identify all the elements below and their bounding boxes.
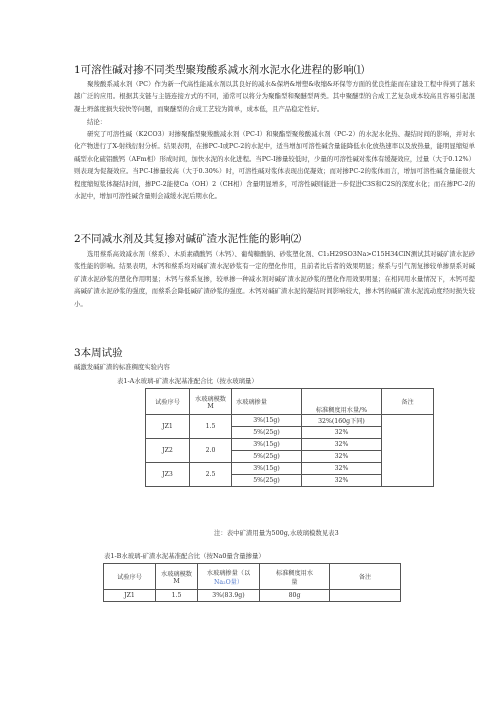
- table2-header-dosage: 水玻璃掺量（以 Na₂O量）: [198, 564, 260, 590]
- table1: [145, 388, 434, 487]
- table1-cell-remark: [382, 415, 434, 487]
- table2: [103, 563, 401, 602]
- table1-cell-water: 32%: [302, 475, 382, 487]
- table2-cell-dosage: 3%(83.9g): [198, 590, 260, 602]
- table2-header-trial: 试验序号: [104, 564, 156, 590]
- section1-conclusion-label: 结论：: [87, 118, 107, 126]
- table2-header-remark: 备注: [330, 564, 401, 590]
- table-row: [104, 590, 401, 602]
- table2-cell-modulus: 1.5: [156, 590, 198, 602]
- section1-heading: 1可溶性碱对掺不同类型聚羧酸系减水剂水泥水化进程的影响⑴: [74, 64, 365, 76]
- table1-header-dosage: 水玻璃掺量: [232, 389, 302, 415]
- section3-heading: 3本周试验: [74, 347, 123, 359]
- table-row: [146, 415, 434, 427]
- section3-intro: 碱激发碱矿渣的标准稠度实验内容: [74, 363, 170, 371]
- table2-caption: 表1-B水玻璃-矿渣水泥基准配合比（按Na0量含量掺量）: [104, 552, 265, 560]
- table1-cell-dosage: 3%(15g): [232, 439, 302, 451]
- table1-cell-trial: JZ2: [146, 439, 190, 463]
- table1-cell-dosage: 5%(25g): [232, 451, 302, 463]
- table1-cell-water: 32%(160g下同): [302, 415, 382, 427]
- table1-cell-water: 32%: [302, 451, 382, 463]
- table1-cell-dosage: 5%(25g): [232, 427, 302, 439]
- table1-cell-modulus: 2.5: [190, 463, 232, 487]
- table1-cell-water: 32%: [302, 427, 382, 439]
- table1-header-water: 标准稠度用水量/%: [302, 389, 382, 415]
- table1-cell-modulus: 1.5: [190, 415, 232, 439]
- table1-cell-trial: JZ3: [146, 463, 190, 487]
- table1-header-remark: 备注: [382, 389, 434, 415]
- table1-header-row: [146, 389, 434, 415]
- table1-header-modulus: 水玻璃模数 M: [190, 389, 232, 415]
- table1-cell-water: 32%: [302, 439, 382, 451]
- table1-caption: 表1-A水玻璃-矿渣水泥基准配合比（按水玻璃量）: [117, 377, 258, 385]
- section1-para3: 研究了可溶性碱（K2CO3）对掺聚酯型聚羧酸减水剂（PC-I）和聚酯型聚羧酸减水剂（PC-2）的水泥水化热、凝结时间的影响，并对水化产物进行了X-射线衍射分析。结果表明，在掺PC-I或PC-2的水泥中，适当增加可溶性碱含量能降低水化放热速率以及放热量，能明显缩短单碱型水化硫铝酸钙（AFm相）形成时间，加快水泥的水化进程。当PC-I掺量较低时，少量的可溶性碱对浆体有缓凝效应，过量（大于0.12%）则表现为促凝效应。当PC-I掺量较高（大于0.30%）时，可溶性碱对浆体表现出促凝效；而对掺PC-2的浆体而言，增加可溶性碱含量能很大程度缩短浆体凝结时间，掺PC-2能使Ca（OH）2（CH相）含量明显增多，可溶性碱则能进一步促进C3S和C2S的深度水化；而在掺PC-2的水泥中，增加可溶性碱含量则会减缓水泥后期水化。: [74, 130, 475, 201]
- table1-cell-dosage: 5%(25g): [232, 475, 302, 487]
- table1-cell-water: 32%: [302, 463, 382, 475]
- table1-header-trial: 试验序号: [146, 389, 190, 415]
- table2-header-water: 标准稠度用水 量: [260, 564, 330, 590]
- table1-cell-dosage: 3%(15g): [232, 415, 302, 427]
- section2-para1: 选用蔡系高效减水剂（蔡系）、木质素磺酸钙（木钙）、葡萄糖酸钠、砂浆塑化剂、C1₂H29SO3Na>C15H34ClN测试其对碱矿渣水泥砂浆性能的影响。结果表明，木钙和蔡系均对碱矿渣水泥砂浆有一定的塑化作用，且前者比后者的效果明显；蔡系与引气剂复掺较单掺票系对碱矿渣水泥砂浆的塑化作用明显；木钙与蔡系复掺，较单掺一种减水剂对碱矿渣水泥砂浆的塑化作用效果明显；在相同用水量情况下，木钙可提高碱矿渣水泥砂浆的强度，而蔡系会降低碱矿渣砂浆的强度。木钙对碱矿渣水泥的凝结时间影响较大，掺木钙的碱矿渣水泥流动度经时损失较小。: [74, 250, 475, 308]
- table2-cell-water: 80g: [260, 590, 330, 602]
- table2-header-row: [104, 564, 401, 590]
- table1-note: 注：表中矿渣用量为500g,水玻璃模数见表3: [214, 529, 339, 537]
- section1-para1: 聚羧酸系减水剂（PC）作为新一代高性能减水剂以其良好的减水&保坍&增塑&收缩&环保等方面的优良性能而在建设工程中得到了越来越广泛的应用。根据其支链与主链连接方式的不同，通常可以将分为聚酯型和聚醚型两类。其中聚醚型的合成工艺复杂成本较高且容易引起混凝土坍落度损失较快等问题，而聚醚型的合成工艺较为简单，成本低，且产品稳定性好。: [74, 80, 475, 113]
- table2-header-modulus: 水玻璃模数 M: [156, 564, 198, 590]
- table2-cell-trial: JZ1: [104, 590, 156, 602]
- table1-cell-trial: JZ1: [146, 415, 190, 439]
- section2-heading: 2不同减水剂及其复掺对碱矿渣水泥性能的影响⑵: [74, 233, 302, 245]
- table1-cell-dosage: 3%(15g): [232, 463, 302, 475]
- table2-cell-remark: [330, 590, 401, 602]
- table1-cell-modulus: 2.0: [190, 439, 232, 463]
